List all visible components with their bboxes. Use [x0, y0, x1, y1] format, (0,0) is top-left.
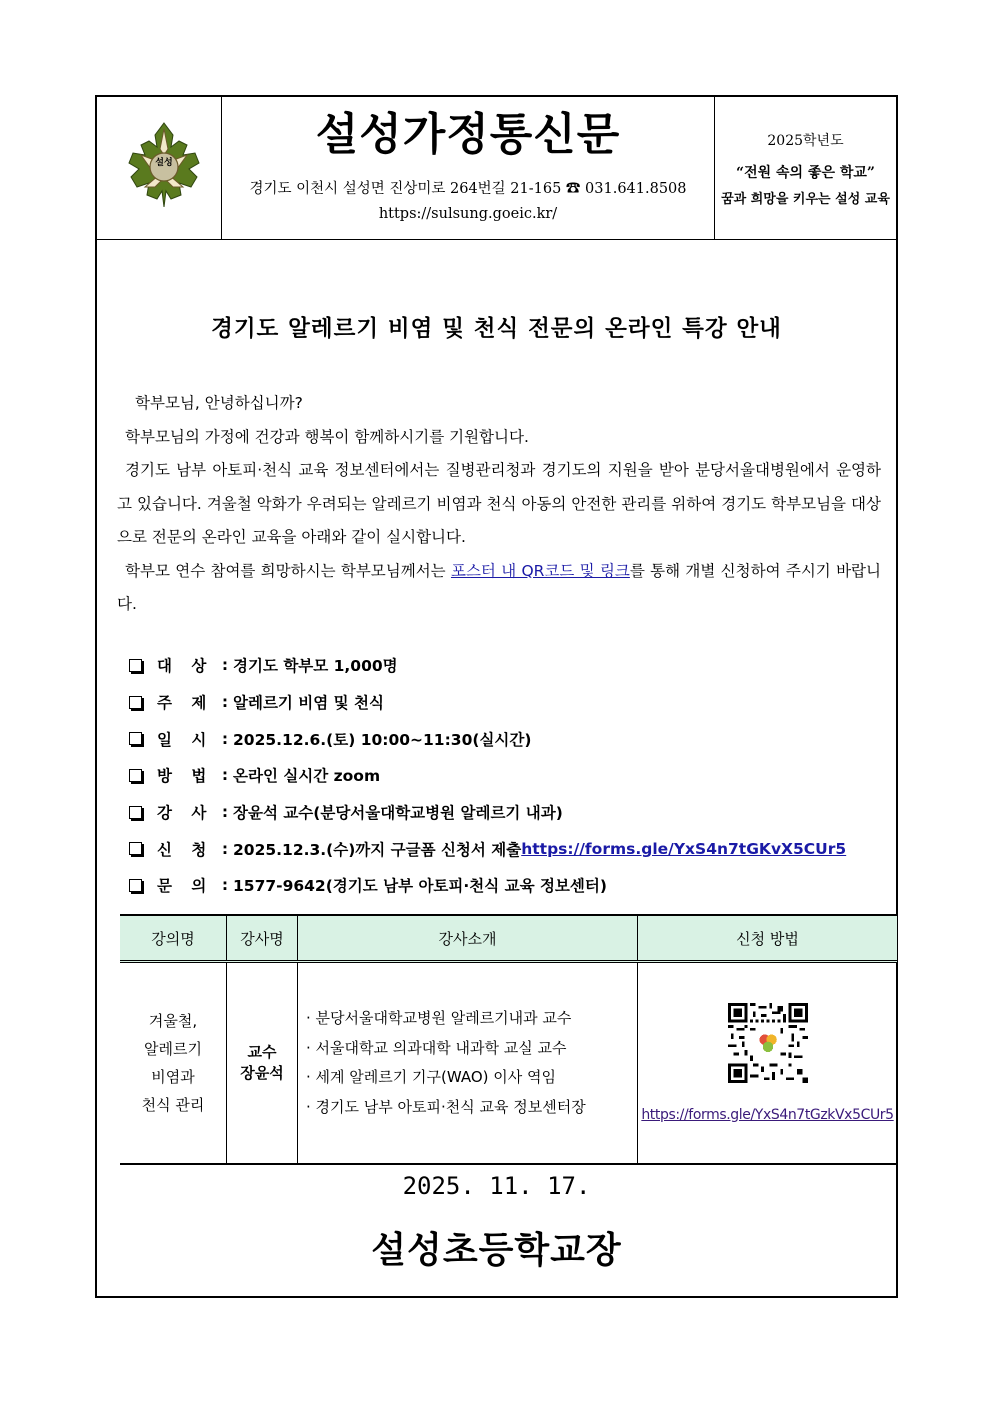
intro-item: · 분당서울대학교병원 알레르기내과 교수 [306, 1009, 572, 1027]
header-lecture-name: 강의명 [120, 915, 227, 962]
detail-row-target: 대 상 : 경기도 학부모 1,000명 [129, 647, 846, 684]
principal-signature: 설성초등학교장 [371, 1230, 622, 1271]
detail-value: 알레르기 비염 및 천식 [233, 694, 384, 713]
intro-item: · 경기도 남부 아토피·천식 교육 정보센터장 [306, 1097, 586, 1116]
checkbox-icon [129, 769, 142, 782]
checkbox-icon [129, 806, 142, 819]
document-title: 경기도 알레르기 비염 및 천식 전문의 온라인 특강 안내 [211, 316, 782, 342]
checkbox-icon [129, 696, 142, 709]
logo-cell [97, 97, 222, 239]
school-year: 2025학년도 [767, 133, 844, 149]
instructor-name: 장윤석 [240, 1064, 284, 1082]
checkbox-icon [129, 879, 142, 892]
table-header-row [120, 915, 897, 962]
detail-value: 2025.12.3.(수)까지 구글폼 신청서 제출 [233, 840, 522, 859]
lecture-name-cell [120, 962, 227, 1165]
intro-cell [298, 962, 638, 1165]
lecture-table [120, 914, 897, 1165]
detail-row-apply: 신 청 : 2025.12.3.(수)까지 구글폼 신청서 제출 https://forms.gle/YxS4n7tGKvX5CUr5 [129, 830, 846, 867]
header-apply: 신청 방법 [638, 915, 898, 962]
detail-row-datetime: 일 시 : 2025.12.6.(토) 10:00~11:30(실시간) [129, 720, 846, 757]
detail-value: 2025.12.6.(토) 10:00~11:30(실시간) [233, 730, 532, 749]
detail-value: 장윤석 교수(분당서울대학교병원 알레르기 내과) [233, 804, 563, 823]
qr-link-text[interactable]: 포스터 내 QR코드 및 링크 [450, 561, 630, 580]
motto-cell [715, 97, 896, 239]
detail-label: 대 상 [157, 657, 207, 676]
checkbox-icon [129, 842, 142, 855]
instructor-title: 교수 [247, 1043, 277, 1061]
table-row [120, 962, 897, 1165]
intro-item: · 세계 알레르기 기구(WAO) 이사 역임 [306, 1068, 557, 1086]
school-url[interactable]: https://sulsung.goeic.kr/ [378, 206, 558, 222]
school-address: 경기도 이천시 설성면 진상미로 264번길 21-165 ☎ 031.641.8508 [249, 181, 687, 197]
apply-paragraph-before: 학부모 연수 참여를 희망하시는 학부모님께서는 [125, 561, 451, 580]
intro-paragraph: 경기도 남부 아토피·천식 교육 정보센터에서는 질병관리청과 경기도의 지원을 받아 분당서울대병원에서 운영하고 있습니다. 겨울철 악화가 우려되는 알레르기 비염과 천식 아동의 안전한 관리를 위하여 경기도 학부모님을 대상으로 전문의 온라인 교육을 아래와 같이 실시합니다. [117, 461, 881, 546]
detail-label: 일 시 [157, 730, 207, 749]
detail-row-contact: 문 의 : 1577-9642(경기도 남부 아토피·천식 교육 정보센터) [129, 867, 846, 904]
lecture-name-line: 알레르기 [144, 1040, 202, 1058]
apply-paragraph [117, 555, 881, 622]
detail-label: 주 제 [157, 694, 207, 713]
logo-text-top: 설성 [155, 158, 173, 168]
lecture-name-line: 겨울철, [148, 1012, 198, 1030]
detail-label: 신 청 [157, 840, 207, 859]
detail-value: 1577-9642(경기도 남부 아토피·천식 교육 정보센터) [233, 877, 607, 896]
checkbox-icon [129, 732, 142, 745]
wish-sentence: 학부모님의 가정에 건강과 행복이 함께하시기를 기원합니다. [125, 427, 529, 446]
intro-item: · 서울대학교 의과대학 내과학 교실 교수 [306, 1038, 567, 1057]
header-instructor: 강사명 [227, 915, 298, 962]
detail-row-lecturer: 강 사 : 장윤석 교수(분당서울대학교병원 알레르기 내과) [129, 794, 846, 831]
detail-label: 강 사 [157, 804, 207, 823]
detail-label: 방 법 [157, 767, 207, 786]
apply-cell [638, 962, 898, 1165]
lecture-name-line: 비염과 [151, 1068, 195, 1086]
body-text [117, 387, 881, 622]
detail-value: 경기도 학부모 1,000명 [233, 657, 398, 676]
instructor-cell [227, 962, 298, 1165]
detail-label: 문 의 [157, 877, 207, 896]
apply-form-link[interactable]: https://forms.gle/YxS4n7tGKvX5CUr5 [521, 839, 847, 858]
greeting: 학부모님, 안녕하십니까? [135, 394, 303, 412]
lecture-name-line: 천식 관리 [141, 1096, 205, 1114]
title-cell [222, 97, 715, 239]
detail-row-topic: 주 제 : 알레르기 비염 및 천식 [129, 684, 846, 721]
qr-code-icon[interactable] [728, 1003, 808, 1083]
details-list [129, 647, 846, 904]
newsletter-header [97, 97, 896, 240]
checkbox-icon [129, 659, 142, 672]
header-intro: 강사소개 [298, 915, 638, 962]
school-logo [121, 121, 207, 209]
apply-url-link[interactable]: https://forms.gle/YxS4n7tGzkVx5CUr5 [641, 1107, 894, 1123]
issue-date: 2025. 11. 17. [402, 1172, 591, 1200]
newsletter-name: 설성가정통신문 [315, 109, 621, 160]
detail-row-method: 방 법 : 온라인 실시간 zoom [129, 757, 846, 794]
apply-paragraph-after: 를 통해 개별 신청하여 주시기 바랍니다. [117, 561, 882, 613]
newsletter-frame [95, 95, 898, 1298]
school-slogan: 꿈과 희망을 키우는 설성 교육 [721, 192, 890, 207]
school-motto: “전원 속의 좋은 학교” [736, 165, 875, 181]
detail-value: 온라인 실시간 zoom [233, 767, 381, 786]
